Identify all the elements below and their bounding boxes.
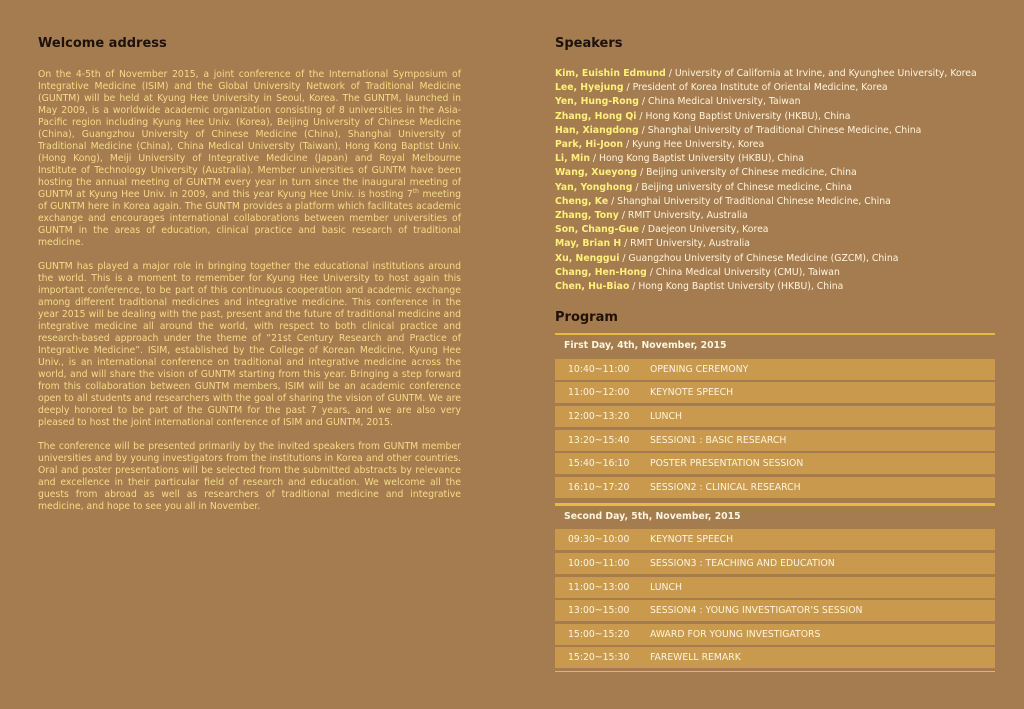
schedule-time: 09:30~10:00 — [568, 534, 630, 546]
welcome-paragraph-1 — [38, 69, 461, 249]
speaker-item — [555, 81, 995, 95]
schedule-time: 15:20~15:30 — [568, 652, 630, 664]
schedule-row — [555, 577, 995, 598]
schedule-row — [555, 647, 995, 668]
schedule-row — [555, 382, 995, 403]
schedule-row — [555, 453, 995, 474]
speaker-affiliation: / University of California at Irvine, and Kyunghee University, Korea — [665, 68, 977, 79]
schedule-row — [555, 359, 995, 380]
day2-header: Second Day, 5th, November, 2015 — [555, 503, 995, 527]
schedule-row — [555, 624, 995, 645]
speaker-affiliation: / Shanghai University of Traditional Chinese Medicine, China — [608, 195, 891, 207]
speaker-name: Yen, Hung-Rong — [555, 96, 639, 108]
welcome-title: Welcome address — [38, 36, 167, 51]
speaker-name: Wang, Xueyong — [555, 167, 638, 179]
schedule-event: SESSION1 : BASIC RESEARCH — [650, 434, 787, 446]
schedule-event: KEYNOTE SPEECH — [650, 387, 734, 399]
speaker-item — [555, 195, 995, 209]
schedule-event: SESSION3 : TEACHING AND EDUCATION — [650, 558, 835, 569]
speaker-item — [555, 152, 995, 166]
speaker-name: May, Brian H — [555, 238, 622, 250]
schedule-time: 10:00~11:00 — [568, 558, 630, 569]
schedule-event: POSTER PRESENTATION SESSION — [650, 458, 804, 470]
schedule-row — [555, 600, 995, 621]
welcome-p1-text-b: meeting of GUNTM here in Korea again. The GUNTM provides a platform which facilitates academic exchange and encourages international collaborations between member universities of GUNTM in the areas of education, clinical practice and basic research of traditional medicine. — [38, 189, 461, 248]
speaker-name: Zhang, Hong Qi — [555, 110, 637, 122]
speaker-item — [555, 95, 995, 109]
day1-header: First Day, 4th, November, 2015 — [564, 340, 727, 352]
speaker-item — [555, 124, 995, 138]
speaker-item — [555, 223, 995, 237]
schedule-time: 11:00~12:00 — [568, 387, 630, 399]
speaker-affiliation: / Hong Kong Baptist University (HKBU), China — [636, 110, 851, 122]
schedule-row — [555, 553, 995, 574]
schedule-event: AWARD FOR YOUNG INVESTIGATORS — [650, 628, 821, 640]
welcome-section — [38, 36, 461, 513]
speaker-name: Yan, Yonghong — [555, 181, 633, 193]
speaker-affiliation: / RMIT University, Australia — [618, 210, 748, 222]
schedule-time: 12:00~13:20 — [568, 411, 630, 423]
schedule-event: SESSION4 : YOUNG INVESTIGATOR'S SESSION — [650, 605, 863, 617]
speaker-affiliation: / Hong Kong Baptist University (HKBU), China — [589, 153, 804, 165]
speaker-affiliation: / President of Korea Institute of Oriental Medicine, Korea — [623, 82, 888, 94]
speaker-affiliation: / China Medical University, Taiwan — [638, 96, 801, 108]
schedule-event: FAREWELL REMARK — [650, 652, 741, 664]
speaker-name: Chen, Hu-Biao — [555, 281, 630, 293]
speaker-affiliation: / Beijing university of Chinese medicine, China — [637, 167, 857, 179]
speaker-name: Han, Xiangdong — [555, 124, 639, 136]
day1-rows — [555, 359, 995, 498]
speaker-item — [555, 266, 995, 280]
welcome-paragraph-3: The conference will be presented primarily by the invited speakers from GUNTM member universities and by young investigators from the institutions in Korea and other countries. Oral and poster presentations will be selected from the submitted abstracts by relevance and excellence in their particular field of research and education. We welcome all the guests from abroad as well as researchers of traditional medicine and integrative medicine, and hope to see you all in November. — [38, 441, 461, 512]
speaker-item — [555, 237, 995, 251]
speaker-affiliation: / Daejeon University, Korea — [638, 224, 769, 236]
program-title: Program — [555, 310, 618, 326]
right-column — [555, 36, 995, 672]
schedule-event: SESSION2 : CLINICAL RESEARCH — [650, 481, 801, 493]
speaker-item — [555, 181, 995, 195]
speaker-affiliation: / Guangzhou University of Chinese Medicine (GZCM), China — [619, 252, 899, 264]
speaker-affiliation: / Shanghai University of Traditional Chinese Medicine, China — [638, 124, 922, 136]
speaker-item — [555, 67, 995, 81]
schedule-row — [555, 430, 995, 451]
speaker-item — [555, 209, 995, 223]
speaker-name: Chang, Hen-Hong — [555, 266, 647, 278]
schedule-time: 16:10~17:20 — [568, 481, 630, 493]
speaker-item — [555, 252, 995, 266]
schedule-row — [555, 406, 995, 427]
schedule-time: 13:00~15:00 — [568, 605, 630, 617]
speaker-name: Son, Chang-Gue — [555, 224, 639, 236]
speaker-name: Zhang, Tony — [555, 210, 619, 222]
schedule-event: LUNCH — [650, 411, 682, 423]
speaker-item — [555, 280, 995, 294]
speakers-list — [555, 67, 995, 294]
speaker-item — [555, 166, 995, 180]
speakers-title: Speakers — [555, 36, 623, 51]
speaker-item — [555, 110, 995, 124]
day2-rows — [555, 529, 995, 668]
program-table — [555, 333, 995, 672]
speaker-affiliation: / RMIT University, Australia — [621, 238, 750, 250]
speaker-name: Xu, Nenggui — [555, 252, 620, 264]
schedule-time: 15:40~16:10 — [568, 458, 630, 470]
schedule-event: KEYNOTE SPEECH — [650, 534, 734, 546]
welcome-paragraph-2: GUNTM has played a major role in bringing together the educational institutions around the world. This is a moment to remember for Kyung Hee University to host again this important conference, to be part of this continuous cooperation and academic exchange among different traditional medicines and integrative medicine. This conference in the year 2015 will be dealing with the past, present and the future of traditional medicine and integrative medicine all around the world, with respect to both clinical practice and research-based approach under the theme of “21st Century Research and Practice of Integrative Medicine”. ISIM, established by the College of Korean Medicine, Kyung Hee Univ., is an international conference on traditional and integrative medicine across the world, and will share the vision of GUNTM starting from this year. Bringing a step forward from this collaboration between GUNTM members, ISIM will be an academic conference open to all students and researchers with the goal of sharing the vision of GUNTM. We are deeply honored to be part of the GUNTM for the past 7 years, and we are also very pleased to host the joint international conference of ISIM and GUNTM, 2015. — [38, 261, 461, 428]
schedule-time: 10:40~11:00 — [568, 363, 630, 375]
speaker-name: Park, Hi-Joon — [555, 139, 624, 151]
schedule-row — [555, 477, 995, 498]
speaker-name: Lee, Hyejung — [555, 82, 624, 94]
table-bottom-rule — [555, 668, 995, 672]
speaker-affiliation: / Kyung Hee University, Korea — [623, 139, 765, 151]
schedule-row — [555, 529, 995, 550]
schedule-time: 11:00~13:00 — [568, 581, 630, 593]
speaker-name: Kim, Euishin Edmund — [555, 68, 666, 79]
speaker-item — [555, 138, 995, 152]
schedule-event: OPENING CEREMONY — [650, 363, 749, 375]
speaker-name: Cheng, Ke — [555, 195, 609, 207]
speaker-affiliation: / China Medical University (CMU), Taiwan — [646, 266, 840, 278]
schedule-time: 15:00~15:20 — [568, 628, 630, 640]
welcome-p1-text-a: On the 4-5th of November 2015, a joint conference of the International Symposium of Integrative Medicine (ISIM) and the Global University Network of Traditional Medicine (GUNTM) will be held at Kyung Hee University in Seoul, Korea. The GUNTM, launched in May 2009, is a worldwide academic organization consisting of 8 universities in the Asia-Pacific region including Kyung Hee Univ. (Korea), Beijing University of Chinese Medicine (China), Guangzhou University of Chinese Medicine (China), Shanghai University of Traditional Medicine (China), China Medical University (Taiwan), Hong Kong Baptist Univ.(Hong Kong), Meiji University of Integrative Medicine (Japan) and Royal Melbourne Institute of Technology University (Australia). Member universities of GUNTM have been hosting the annual meeting of GUNTM every year in turn since the inaugural meeting of GUNTM at Kyung Hee Univ. in 2009, and this year Kyung Hee Univ. is hosting 7 — [38, 69, 461, 200]
speaker-affiliation: / Hong Kong Baptist University (HKBU), China — [629, 281, 844, 293]
speaker-name: Li, Min — [555, 153, 590, 165]
welcome-p1-superscript: th — [412, 187, 419, 195]
schedule-event: LUNCH — [650, 581, 682, 593]
schedule-time: 13:20~15:40 — [568, 434, 630, 446]
speaker-affiliation: / Beijing university of Chinese medicine, China — [632, 181, 852, 193]
